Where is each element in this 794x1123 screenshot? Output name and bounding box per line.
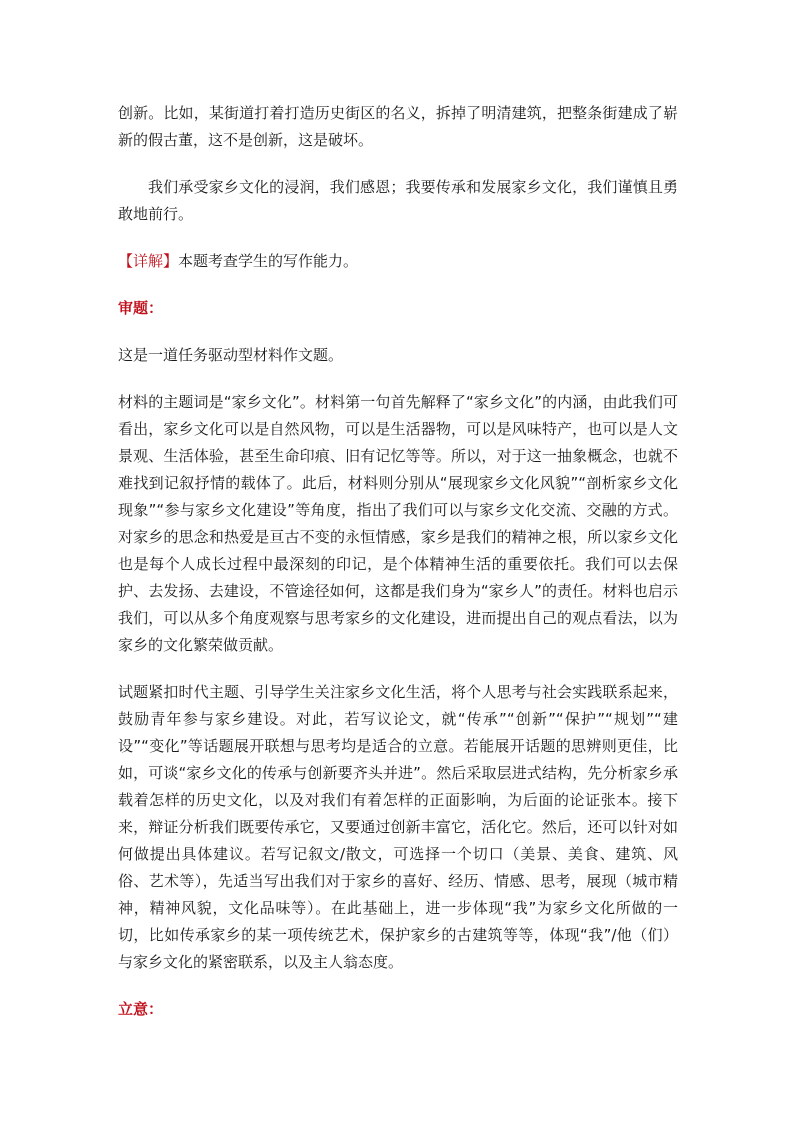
paragraph-detail — [118, 248, 678, 275]
paragraph-material-analysis: 材料的主题词是“家乡文化”。材料第一句首先解释了“家乡文化”的内涵，由此我们可看出，家乡文化可以是自然风物，可以是生活器物，可以是风味特产，也可以是人文景观、生活体验，甚至生命印痕、旧有记忆等等。所以，对于这一抽象概念，也就不难找到记叙抒情的载体了。此后，材料则分别从“展现家乡文化风貌”“剖析家乡文化现象”“参与家乡文化建设”等角度，指出了我们可以与家乡文化交流、交融的方式。对家乡的思念和热爱是亘古不变的永恒情感，家乡是我们的精神之根，所以家乡文化也是每个人成长过程中最深刻的印记，是个体精神生活的重要依托。我们可以去保护、去发扬、去建设，不管途径如何，这都是我们身为“家乡人”的责任。材料也启示我们，可以从多个角度观察与思考家乡的文化建设，进而提出自己的观点看法，以为家乡的文化繁荣做贡献。 — [118, 393, 678, 654]
heading-liyi: 立意： — [118, 1000, 164, 1018]
paragraph-conclusion: 我们承受家乡文化的浸润，我们感恩；我要传承和发展家乡文化，我们谨慎且勇敢地前行。 — [118, 178, 678, 223]
paragraph-innovation-example: 创新。比如，某街道打着打造历史街区的名义，拆掉了明清建筑，把整条街建成了崭新的假古董，这不是创新，这是破坏。 — [118, 104, 678, 149]
detail-label: 【详解】 — [118, 252, 179, 270]
heading-shenti: 审题： — [118, 299, 164, 317]
detail-text: 本题考查学生的写作能力。 — [178, 252, 359, 270]
document-page — [118, 100, 678, 1023]
paragraph-writing-guidance: 试题紧扣时代主题、引导学生关注家乡文化生活，将个人思考与社会实践联系起来，鼓励青年参与家乡建设。对此，若写议论文，就“传承”“创新”“保护”“规划”“建设”“变化”等话题展开联想与思考均是适合的立意。若能展开话题的思辨则更佳，比如，可谈“家乡文化的传承与创新要齐头并进”。然后采取层进式结构，先分析家乡承载着怎样的历史文化，以及对我们有着怎样的正面影响，为后面的论证张本。接下来，辩证分析我们既要传承它，又要通过创新丰富它，活化它。然后，还可以针对如何做提出具体建议。若写记叙文/散文，可选择一个切口（美景、美食、建筑、风俗、艺术等），先适当写出我们对于家乡的喜好、经历、情感、思考，展现（城市精神，精神风貌，文化品味等）。在此基础上，进一步体现“我”为家乡文化所做的一切，比如传承家乡的某一项传统艺术，保护家乡的古建筑等等，体现“我”/他（们）与家乡文化的紧密联系，以及主人翁态度。 — [118, 683, 678, 971]
paragraph-task-type: 这是一道任务驱动型材料作文题。 — [118, 346, 344, 364]
